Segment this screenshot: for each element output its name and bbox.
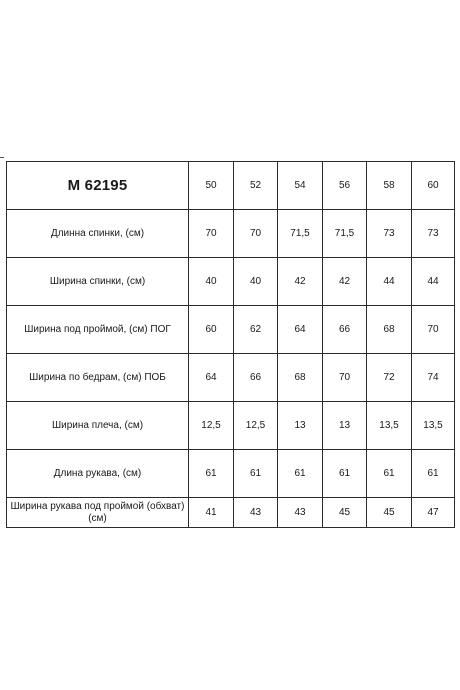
size-header-52: 52 [234,162,278,210]
size-header-60: 60 [412,162,455,210]
table-cell: 13 [323,402,367,450]
table-cell: 71,5 [278,210,323,258]
table-cell: 60 [189,306,234,354]
table-cell: 73 [412,210,455,258]
table-cell: 61 [412,450,455,498]
table-cell: 62 [234,306,278,354]
table-cell: 42 [323,258,367,306]
size-chart-table [6,161,455,528]
table-cell: 40 [234,258,278,306]
row-label: Ширина плеча, (см) [7,402,189,450]
table-cell: 12,5 [234,402,278,450]
table-cell: 45 [367,498,412,528]
size-header-56: 56 [323,162,367,210]
table-cell: 71,5 [323,210,367,258]
size-header-50: 50 [189,162,234,210]
table-cell: 12,5 [189,402,234,450]
table-row [7,306,455,354]
table-cell: 61 [189,450,234,498]
row-label: Ширина по бедрам, (см) ПОБ [7,354,189,402]
corner-mark [0,157,4,158]
row-label: Длинна спинки, (см) [7,210,189,258]
table-cell: 13 [278,402,323,450]
table-cell: 13,5 [412,402,455,450]
table-cell: 47 [412,498,455,528]
table-cell: 68 [367,306,412,354]
table-cell: 70 [189,210,234,258]
table-row [7,354,455,402]
table-cell: 64 [278,306,323,354]
table-cell: 13,5 [367,402,412,450]
table-cell: 43 [278,498,323,528]
table-cell: 61 [234,450,278,498]
table-cell: 70 [234,210,278,258]
table-cell: 42 [278,258,323,306]
table-row [7,402,455,450]
table-row [7,498,455,528]
row-label: Ширина под проймой, (см) ПОГ [7,306,189,354]
row-label: Ширина спинки, (см) [7,258,189,306]
table-cell: 43 [234,498,278,528]
table-cell: 41 [189,498,234,528]
table-row [7,450,455,498]
table-cell: 45 [323,498,367,528]
table-cell: 70 [412,306,455,354]
row-label: Длина рукава, (см) [7,450,189,498]
row-label: Ширина рукава под проймой (обхват) (см) [7,498,189,528]
size-header-54: 54 [278,162,323,210]
table-cell: 44 [412,258,455,306]
table-cell: 61 [323,450,367,498]
header-row [7,162,455,210]
table-row [7,258,455,306]
table-cell: 70 [323,354,367,402]
table-cell: 73 [367,210,412,258]
model-number: M 62195 [7,162,189,210]
table-cell: 64 [189,354,234,402]
size-header-58: 58 [367,162,412,210]
table-cell: 74 [412,354,455,402]
table-cell: 66 [234,354,278,402]
table-cell: 61 [367,450,412,498]
table-cell: 66 [323,306,367,354]
table-cell: 68 [278,354,323,402]
table-cell: 44 [367,258,412,306]
table-cell: 61 [278,450,323,498]
table-row [7,210,455,258]
table-cell: 72 [367,354,412,402]
table-cell: 40 [189,258,234,306]
